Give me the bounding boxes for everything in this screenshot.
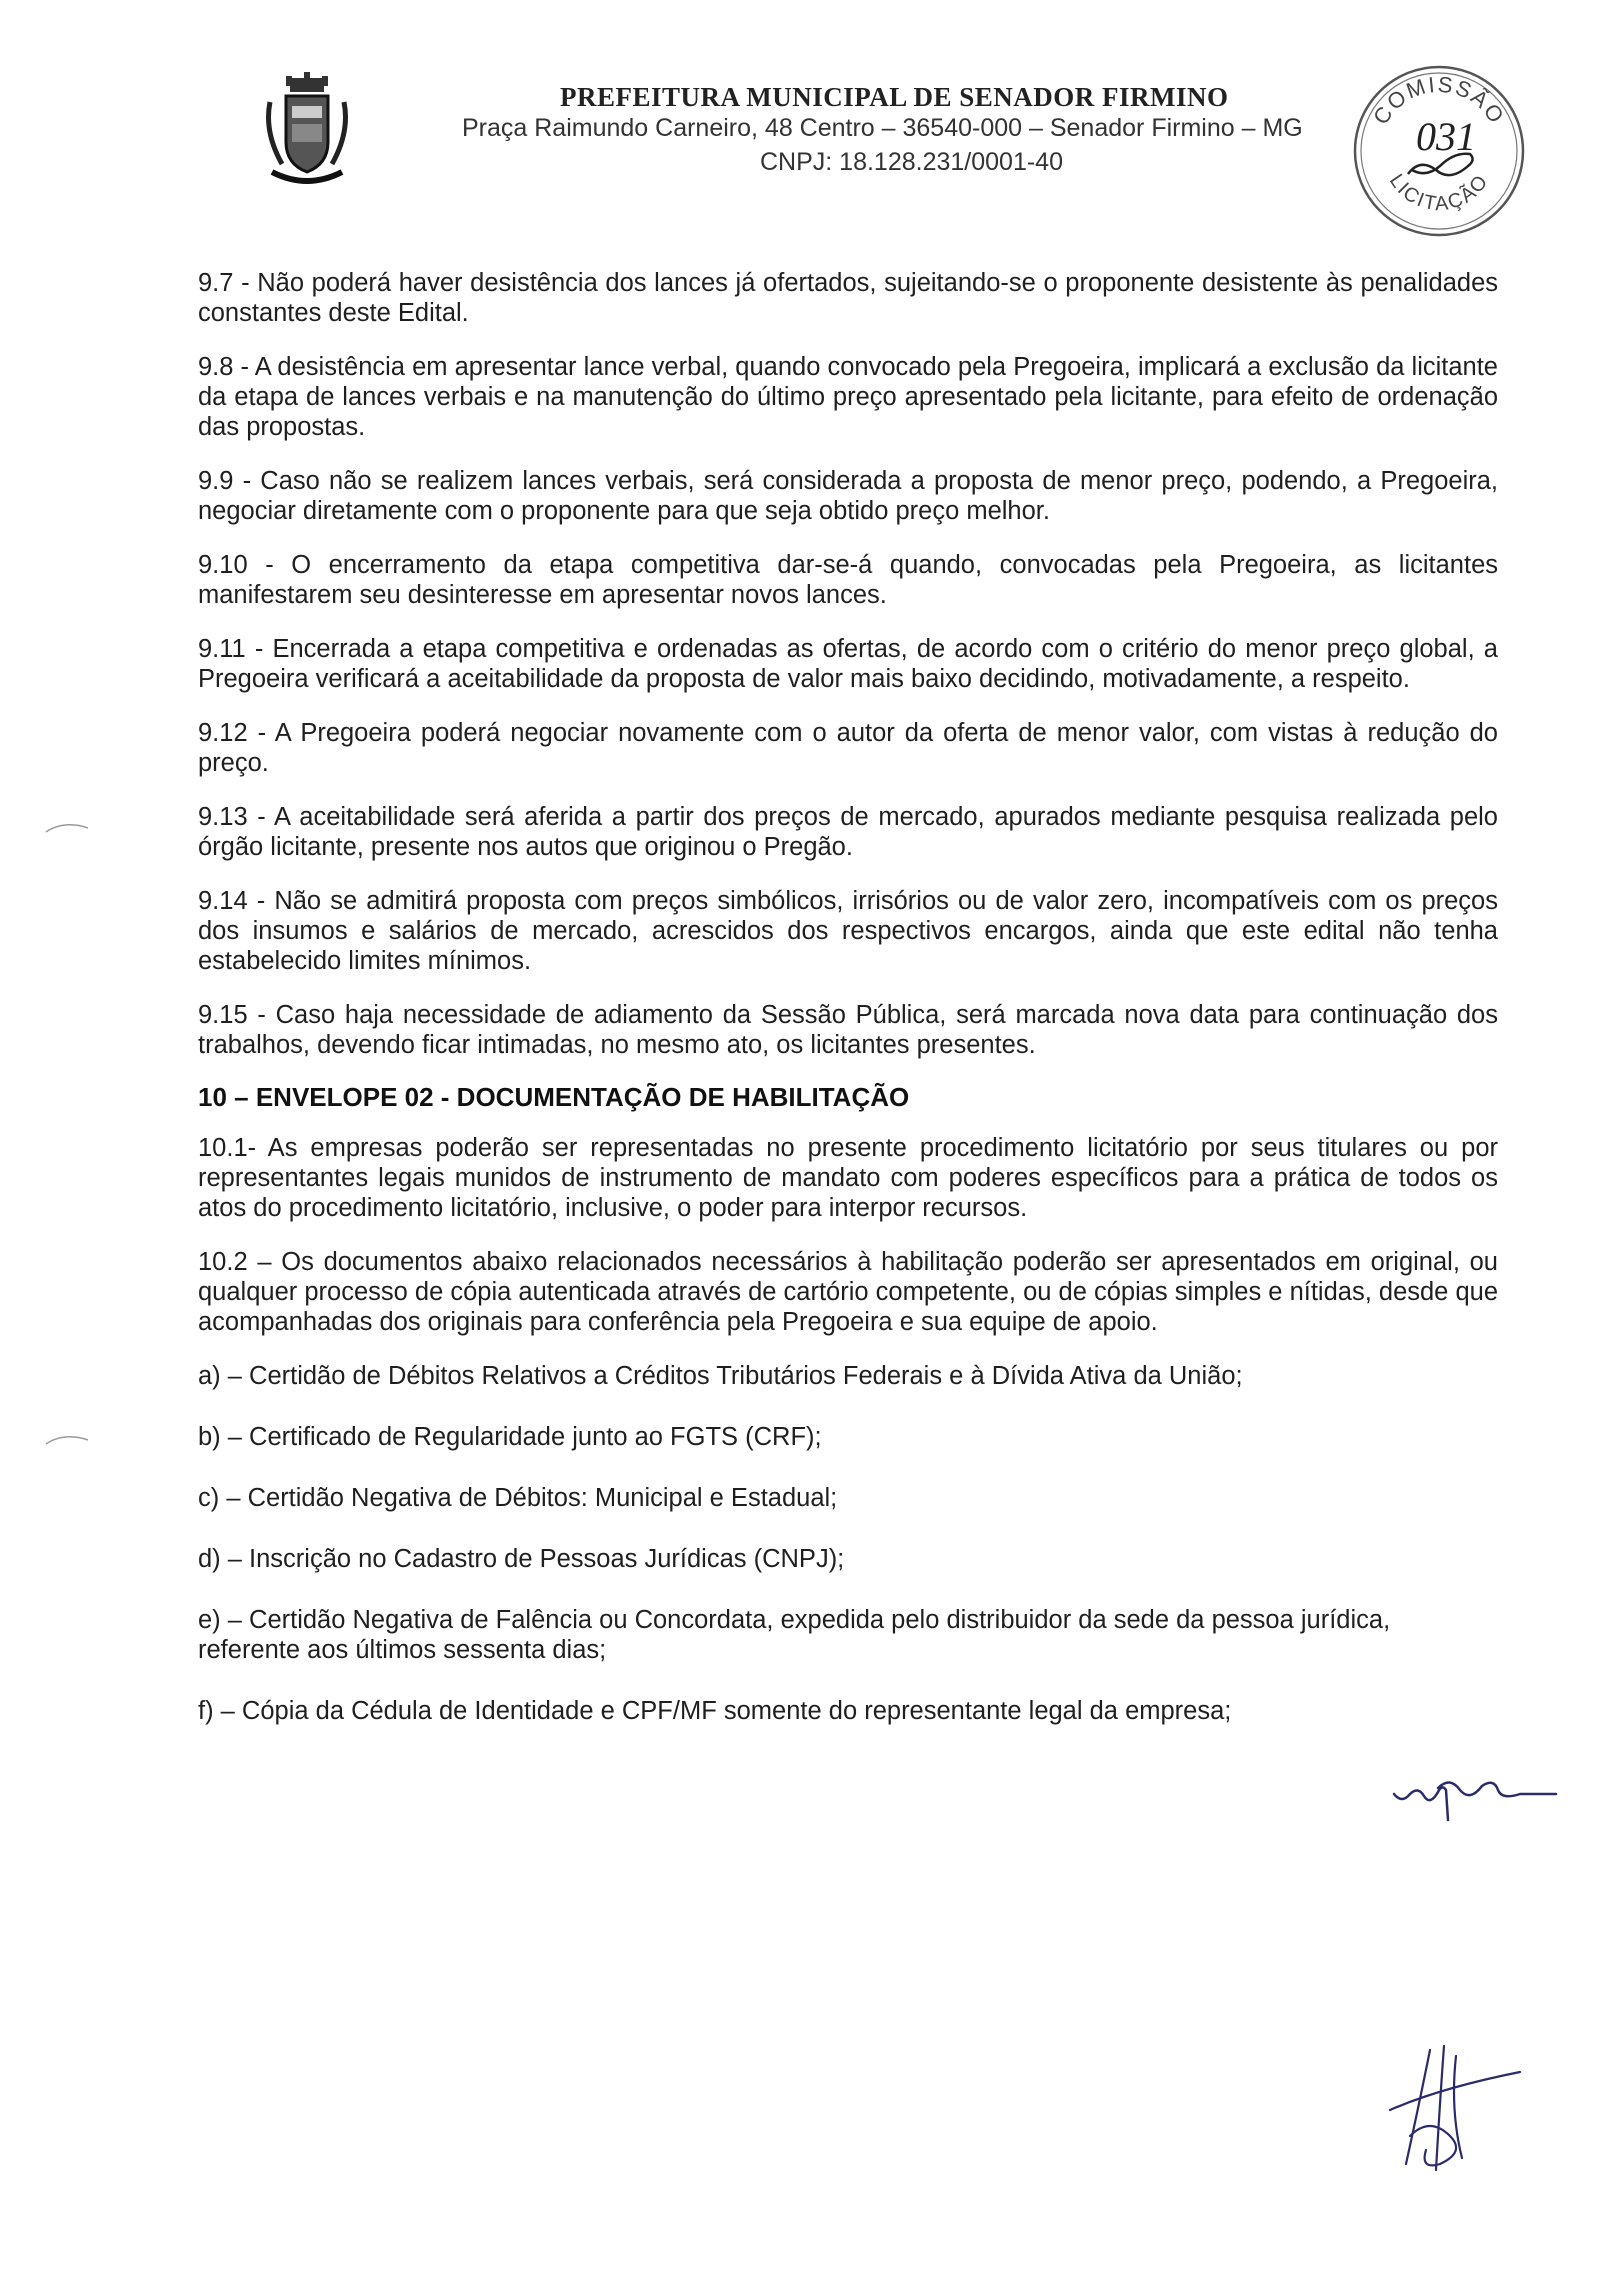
list-item: f) – Cópia da Cédula de Identidade e CPF/MF somente do representante legal da empresa; [198, 1697, 1232, 1725]
list-item: a) – Certidão de Débitos Relativos a Créditos Tributários Federais e à Dívida Ativa da União; [198, 1362, 1243, 1390]
margin-mark [44, 1432, 90, 1446]
municipal-crest-icon [262, 72, 352, 190]
section-10-heading: 10 – ENVELOPE 02 - DOCUMENTAÇÃO DE HABILITAÇÃO [198, 1082, 910, 1112]
header-title: PREFEITURA MUNICIPAL DE SENADOR FIRMINO [560, 82, 1229, 112]
list-item: b) – Certificado de Regularidade junto ao FGTS (CRF); [198, 1423, 822, 1451]
clause-9-7: 9.7 - Não poderá haver desistência dos lances já ofertados, sujeitando-se o proponente desistente às penalidades constantes deste Edital. [198, 269, 1498, 327]
header-cnpj: CNPJ: 18.128.231/0001-40 [760, 148, 1063, 176]
svg-text:LICITAÇÃO [1385, 170, 1493, 215]
clause-10-1: 10.1- As empresas poderão ser representadas no presente procedimento licitatório por seus titulares ou por representantes legais munidos de instrumento de mandato com poderes específicos para a prática de todos os atos do procedimento licitatório, inclusive, o poder para interpor recursos. [198, 1134, 1498, 1222]
stamp-top-text: COMISSÃO [1368, 71, 1510, 129]
handwritten-signature [1370, 2040, 1530, 2180]
stamp-bottom-text: LICITAÇÃO [1384, 170, 1494, 216]
margin-mark [44, 820, 90, 834]
header-address: Praça Raimundo Carneiro, 48 Centro – 36540-000 – Senador Firmino – MG [462, 114, 1303, 142]
clause-9-9: 9.9 - Caso não se realizem lances verbais, será considerada a proposta de menor preço, podendo, a Pregoeira, negociar diretamente com o proponente para que seja obtido preço melhor. [198, 467, 1498, 525]
commission-stamp [1350, 62, 1528, 240]
clause-9-14: 9.14 - Não se admitirá proposta com preços simbólicos, irrisórios ou de valor zero, incompatíveis com os preços dos insumos e salários de mercado, acrescidos dos respectivos encargos, ainda que este edital não tenha estabelecido limites mínimos. [198, 887, 1498, 975]
clause-9-10: 9.10 - O encerramento da etapa competitiva dar-se-á quando, convocadas pela Pregoeira, as licitantes manifestarem seu desinteresse em apresentar novos lances. [198, 551, 1498, 609]
initials-signature [1390, 1760, 1560, 1830]
list-item: e) – Certidão Negativa de Falência ou Concordata, expedida pelo distribuidor da sede da pessoa jurídica, referente aos últimos sessenta dias; [198, 1606, 1391, 1664]
clause-9-8: 9.8 - A desistência em apresentar lance verbal, quando convocado pela Pregoeira, implicará a exclusão da licitante da etapa de lances verbais e na manutenção do último preço apresentado pela licitante, para efeito de ordenação das propostas. [198, 353, 1498, 441]
list-item: c) – Certidão Negativa de Débitos: Municipal e Estadual; [198, 1484, 838, 1512]
clause-9-12: 9.12 - A Pregoeira poderá negociar novamente com o autor da oferta de menor valor, com vistas à redução do preço. [198, 719, 1498, 777]
document-body [198, 268, 1498, 1757]
clause-9-13: 9.13 - A aceitabilidade será aferida a partir dos preços de mercado, apurados mediante pesquisa realizada pelo órgão licitante, presente nos autos que originou o Pregão. [198, 803, 1498, 861]
stamp-page-number: 031 [1416, 114, 1476, 159]
clause-9-11: 9.11 - Encerrada a etapa competitiva e ordenadas as ofertas, de acordo com o critério do menor preço global, a Pregoeira verificará a aceitabilidade da proposta de valor mais baixo decidindo, motivadamente, a respeito. [198, 635, 1498, 693]
list-item: d) – Inscrição no Cadastro de Pessoas Jurídicas (CNPJ); [198, 1545, 845, 1573]
clause-10-2: 10.2 – Os documentos abaixo relacionados necessários à habilitação poderão ser apresentados em original, ou qualquer processo de cópia autenticada através de cartório competente, ou de cópias simples e nítidas, desde que acompanhadas dos originais para conferência pela Pregoeira e sua equipe de apoio. [198, 1248, 1498, 1336]
clause-9-15: 9.15 - Caso haja necessidade de adiamento da Sessão Pública, será marcada nova data para continuação dos trabalhos, devendo ficar intimadas, no mesmo ato, os licitantes presentes. [198, 1001, 1498, 1059]
